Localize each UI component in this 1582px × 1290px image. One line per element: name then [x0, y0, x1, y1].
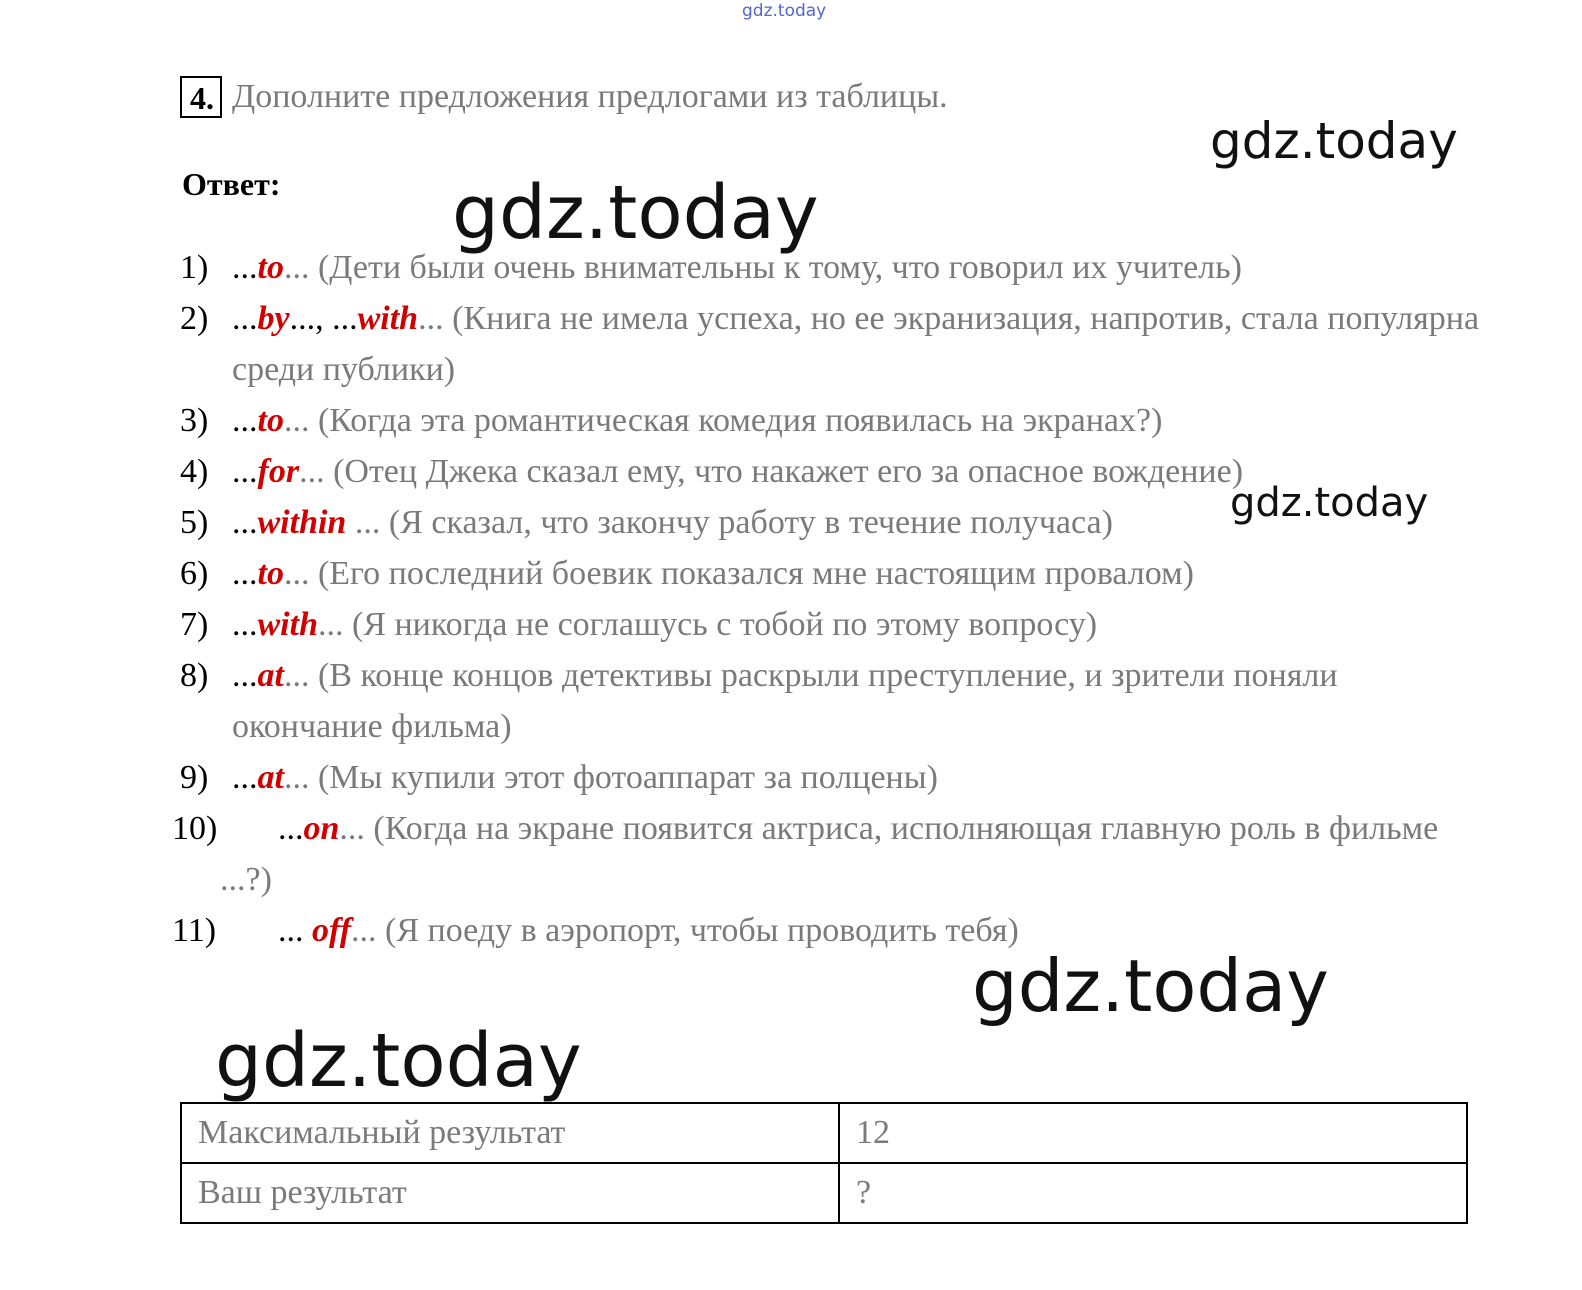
watermark: gdz.today — [215, 1018, 582, 1104]
answer-word: at — [257, 657, 284, 694]
answer-word: to — [257, 402, 284, 439]
answer-word: for — [257, 453, 300, 490]
answer-item-8: 8) ...at... (В конце концов детективы раскрыли преступление, и зрители поняли окончание фильма) — [180, 650, 1480, 752]
item-text: ... (Я никогда не соглашусь с тобой по этому вопросу) — [317, 606, 1098, 643]
item-number: 5) — [180, 504, 209, 541]
answer-item-2: 2) ...by..., ...with... (Книга не имела успеха, но ее экранизация, напротив, стала популярна среди публики) — [180, 293, 1480, 395]
your-result-value: ? — [839, 1163, 1467, 1223]
item-text: ... (Книга не имела успеха, но ее экранизация, напротив, стала популярна среди публики) — [232, 300, 1480, 388]
item-text: ... (Когда эта романтическая комедия появилась на экранах?) — [283, 402, 1163, 439]
answer-item-3: 3) ...to... (Когда эта романтическая комедия появилась на экранах?) — [180, 395, 1480, 446]
item-text: ... (Мы купили этот фотоаппарат за полцены) — [283, 759, 938, 796]
watermark: gdz.today — [1210, 112, 1458, 170]
answer-word: to — [257, 249, 284, 286]
item-lead: ... — [278, 912, 312, 949]
item-number: 10) — [172, 810, 218, 847]
answer-item-11 — [172, 905, 1480, 956]
item-text: ... (Когда на экране появится актриса, исполняющая главную роль в фильме ...?) — [220, 810, 1439, 898]
answer-word: at — [257, 759, 284, 796]
result-table — [180, 1102, 1468, 1224]
item-separator: ..., ... — [289, 300, 358, 337]
answer-item-9: 9) ...at... (Мы купили этот фотоаппарат за полцены) — [180, 752, 1480, 803]
answer-word: within — [257, 504, 347, 541]
answer-word: to — [257, 555, 284, 592]
table-row — [181, 1163, 1467, 1223]
answer-item-1: 1) ...to... (Дети были очень внимательны к тому, что говорил их учитель) — [180, 242, 1480, 293]
answer-item-5: 5) ...within ... (Я сказал, что закончу работу в течение получаса) — [180, 497, 1480, 548]
answer-item-10: 10) ...on... (Когда на экране появится актриса, исполняющая главную роль в фильме ...?) — [180, 803, 1480, 905]
item-number: 1) — [180, 249, 209, 286]
item-number: 8) — [180, 657, 209, 694]
answer-word: off — [312, 912, 352, 949]
answer-list — [172, 242, 1480, 956]
max-result-label: Максимальный результат — [181, 1103, 839, 1163]
item-text: ... (Отец Джека сказал ему, что накажет его за опасное вождение) — [299, 453, 1244, 490]
task-header — [180, 76, 948, 118]
max-result-value: 12 — [839, 1103, 1467, 1163]
item-number: 2) — [180, 300, 209, 337]
answer-item-6: 6) ...to... (Его последний боевик показался мне настоящим провалом) — [180, 548, 1480, 599]
answer-word: with — [257, 606, 318, 643]
answer-item-7: 7) ...with... (Я никогда не соглашусь с тобой по этому вопросу) — [180, 599, 1480, 650]
watermark-top: gdz.today — [742, 1, 827, 21]
answer-item-4: 4) ...for... (Отец Джека сказал ему, что накажет его за опасное вождение) — [180, 446, 1480, 497]
item-number: 7) — [180, 606, 209, 643]
watermark: gdz.today — [452, 170, 819, 256]
watermark: gdz.today — [972, 944, 1329, 1028]
item-number: 11) — [172, 912, 217, 949]
answer-word: by — [257, 300, 290, 337]
item-number: 4) — [180, 453, 209, 490]
item-text: ... (В конце концов детективы раскрыли преступление, и зрители поняли окончание фильма) — [232, 657, 1338, 745]
your-result-label: Ваш результат — [181, 1163, 839, 1223]
answer-word: with — [357, 300, 419, 337]
table-row — [181, 1103, 1467, 1163]
answer-word: on — [303, 810, 340, 847]
item-number: 3) — [180, 402, 209, 439]
item-text: ... (Я сказал, что закончу работу в течение получаса) — [346, 504, 1113, 541]
watermark: gdz.today — [1230, 480, 1429, 526]
item-number: 6) — [180, 555, 209, 592]
answer-label: Ответ: — [182, 166, 281, 202]
item-text: ... (Дети были очень внимательны к тому, что говорил их учитель) — [283, 249, 1242, 286]
item-text: ... (Его последний боевик показался мне настоящим провалом) — [283, 555, 1194, 592]
task-instruction: Дополните предложения предлогами из таблицы. — [232, 78, 948, 115]
item-text: ... (Я поеду в аэропорт, чтобы проводить тебя) — [351, 912, 1019, 949]
item-number: 9) — [180, 759, 209, 796]
task-number: 4. — [180, 76, 222, 118]
